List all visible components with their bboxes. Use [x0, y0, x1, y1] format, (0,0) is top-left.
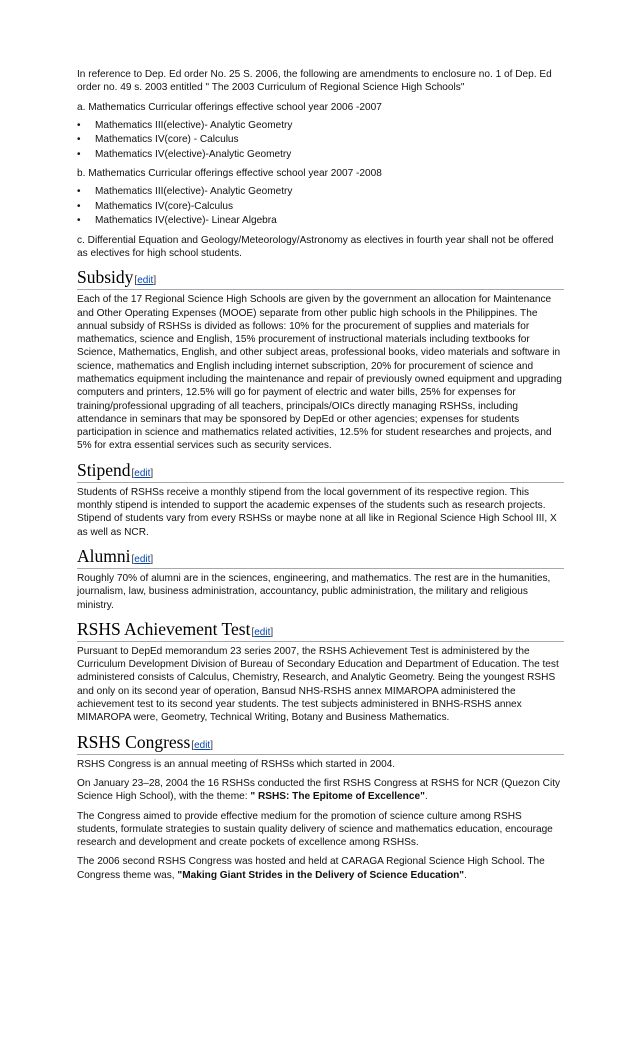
edit-bracket-close: ]	[150, 467, 154, 479]
heading-alumni: Alumni	[77, 545, 131, 566]
electives-note: c. Differential Equation and Geology/Meteorology/Astronomy as electives in fourth year shall not be offered as electives for high school students.	[77, 234, 554, 259]
offerings-a-list	[77, 119, 564, 162]
edit-bracket-close: ]	[150, 553, 154, 565]
offerings-b-list	[77, 185, 564, 228]
edit-bracket-open: [	[251, 626, 255, 638]
section-achievement-test	[77, 618, 564, 725]
list-item-text: Mathematics IV(core) - Calculus	[95, 134, 239, 146]
edit-link-subsidy[interactable]: edit	[137, 275, 154, 287]
list-item-text: Mathematics IV(elective)-Analytic Geometry	[95, 148, 292, 160]
list-item-text: Mathematics IV(elective)- Linear Algebra	[95, 215, 277, 227]
section-congress	[77, 731, 564, 882]
edit-bracket-open: [	[191, 739, 195, 751]
edit-bracket-close: ]	[210, 739, 213, 751]
bullet-icon: •	[77, 134, 81, 146]
list-item	[77, 148, 564, 162]
congress-p2	[77, 777, 564, 804]
list-item	[77, 214, 564, 228]
edit-section-link	[251, 627, 273, 638]
list-item-text: Mathematics III(elective)- Analytic Geometry	[95, 119, 293, 131]
heading-subsidy: Subsidy	[77, 267, 134, 288]
edit-section-link	[191, 740, 213, 751]
achievement-body: Pursuant to DepEd memorandum 23 series 2007, the RSHS Achievement Test is administered by the Curriculum Development Division of Bureau of Secondary Education and Department of Education. The test administered consists of Calculus, Chemistry, Research, and Analytic Geometry. Being the youngest RSHS and only on its second year of operation, Bansud NHS-RSHS annex MIMAROPA administered the achievement test to its second year students. The test subjects administered in BNHS-RSHS annex MIMAROPA were, Geometry, Technical Writing, Botany and Business Mathematics.	[77, 645, 559, 724]
section-heading	[77, 618, 564, 642]
edit-link-alumni[interactable]: edit	[134, 553, 151, 565]
congress-p4-end: .	[464, 869, 467, 881]
section-heading	[77, 459, 564, 483]
subsidy-body: Each of the 17 Regional Science High Schools are given by the government an allocation for Maintenance and Other Operating Expenses (MOOE) separate from other public high schools in the Philippines. The annual subsidy of RSHSs is divided as follows: 10% for the procurement of supplies and materials for mathematics, science and English, 15% procurement of instructional materials including textbooks for Science, Mathematics, English, and other subject areas, professional books, video materials and software in science, mathematics and English including internet subscription, 20% for procurement of science and mathematics equipment including the maintenance and repair of previously owned equipment and upgrading computers and printers, 12.5% will go for payment of electric and water bills, 25% for expenses for training/professional upgrading of all teachers, principals/OICs directly managing RSHSs, including attendance in seminars that may be sponsored by DepEd or other agencies; expenses for students participation in science and mathematics related activities, 12.5% for student researches and projects, and 5% for extra essential services such as security services.	[77, 294, 562, 452]
congress-theme-2006: "Making Giant Strides in the Delivery of Science Education"	[177, 869, 465, 881]
edit-bracket-open: [	[131, 467, 135, 479]
edit-section-link	[134, 275, 156, 286]
bullet-icon: •	[77, 148, 81, 160]
edit-section-link	[131, 554, 153, 565]
heading-congress: RSHS Congress	[77, 731, 191, 752]
congress-p2-text: On January 23–28, 2004 the 16 RSHSs conducted the first RSHS Congress at RSHS for NCR (Quezon City Science High School), with the theme:	[77, 777, 561, 803]
intro-paragraph: In reference to Dep. Ed order No. 25 S. 2006, the following are amendments to enclosure no. 1 of Dep. Ed order no. 49 s. 2003 entitled " The 2003 Curriculum of Regional Science High Schools"	[77, 69, 552, 94]
congress-p2-end: .	[424, 791, 428, 803]
congress-p4-text: The 2006 second RSHS Congress was hosted and held at CARAGA Regional Science High School. The Congress theme was,	[77, 856, 545, 881]
list-item	[77, 119, 564, 133]
heading-stipend: Stipend	[77, 459, 131, 480]
offerings-b-label: b. Mathematics Curricular offerings effective school year 2007 -2008	[77, 168, 382, 180]
bullet-icon: •	[77, 119, 81, 131]
heading-achievement-test: RSHS Achievement Test	[77, 618, 251, 639]
edit-section-link	[131, 468, 153, 479]
edit-link-congress[interactable]: edit	[194, 739, 211, 751]
congress-p1: RSHS Congress is an annual meeting of RSHSs which started in 2004.	[77, 758, 396, 770]
stipend-body: Students of RSHSs receive a monthly stipend from the local government of its respective region. This monthly stipend is intended to support the academic expenses of the students such as research projects. Stipend of students vary from every RSHSs or maybe none at all like in Regional Science High School III, X as well as NCR.	[77, 486, 557, 538]
section-heading	[77, 266, 564, 290]
section-alumni	[77, 545, 564, 612]
congress-p3: The Congress aimed to provide effective medium for the promotion of science culture among RSHS students, formulate strategies to sustain quality delivery of science and mathematics education, encourage research and development and create pockets of excellence among RSHSs.	[77, 810, 553, 849]
edit-bracket-open: [	[134, 275, 138, 287]
section-heading	[77, 731, 564, 755]
article-content	[77, 68, 564, 888]
list-item	[77, 133, 564, 147]
edit-link-stipend[interactable]: edit	[134, 467, 151, 479]
section-stipend	[77, 459, 564, 539]
list-item	[77, 200, 564, 214]
bullet-icon: •	[77, 200, 81, 212]
section-heading	[77, 545, 564, 569]
edit-bracket-close: ]	[153, 275, 157, 287]
offerings-a-label: a. Mathematics Curricular offerings effective school year 2006 -2007	[77, 101, 382, 113]
edit-bracket-open: [	[131, 553, 135, 565]
list-item-text: Mathematics III(elective)- Analytic Geometry	[95, 186, 293, 198]
edit-bracket-close: ]	[270, 626, 274, 638]
congress-theme-2004: " RSHS: The Epitome of Excellence"	[250, 791, 425, 803]
alumni-body: Roughly 70% of alumni are in the sciences, engineering, and mathematics. The rest are in the humanities, journalism, law, business administration, accountancy, public administration, the military and religious ministry.	[77, 572, 551, 611]
edit-link-achievement-test[interactable]: edit	[254, 626, 271, 638]
bullet-icon: •	[77, 215, 81, 227]
list-item	[77, 185, 564, 199]
congress-p4	[77, 855, 564, 882]
list-item-text: Mathematics IV(core)-Calculus	[95, 200, 233, 212]
section-subsidy	[77, 266, 564, 453]
bullet-icon: •	[77, 186, 81, 198]
